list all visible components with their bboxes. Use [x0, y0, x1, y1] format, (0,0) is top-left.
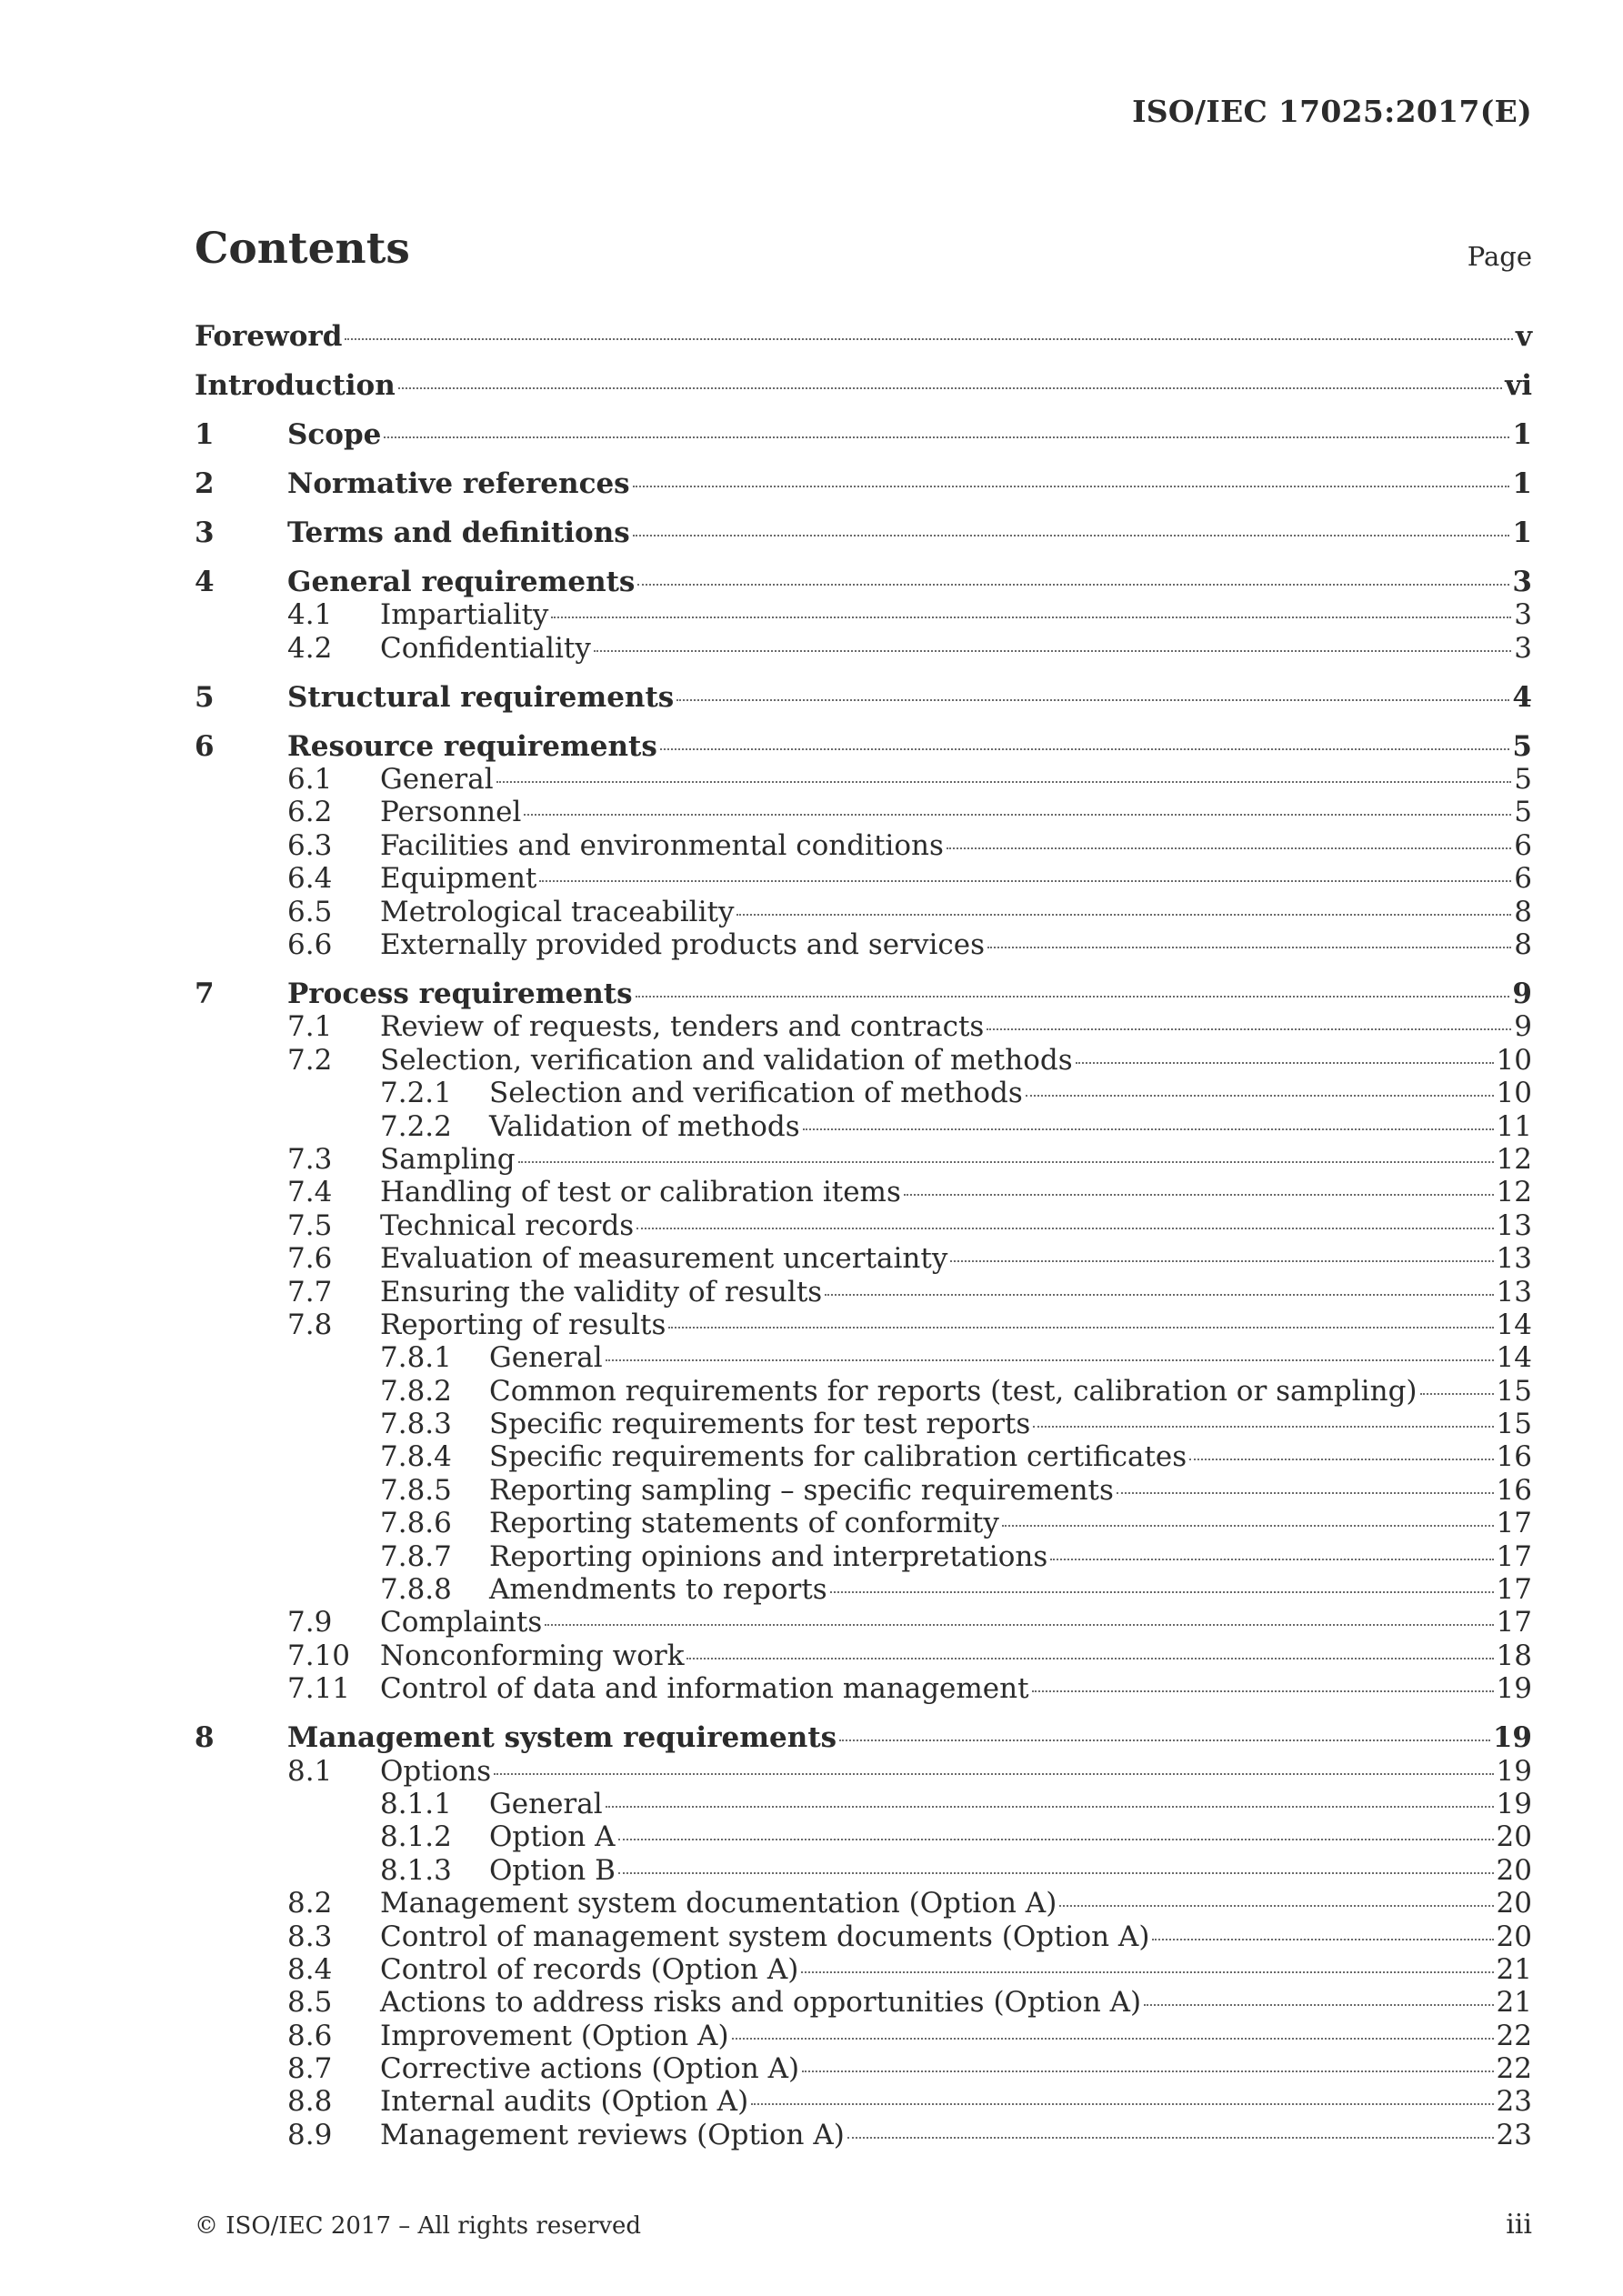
toc-entry-page: 22 [1496, 2052, 1532, 2086]
toc-entry-title: Management system requirements [287, 1721, 837, 1755]
toc-entry-title: Resource requirements [287, 729, 657, 763]
dot-leader [1189, 1459, 1493, 1460]
toc-entry-title: Nonconforming work [380, 1639, 685, 1672]
toc-entry-page: 13 [1496, 1242, 1532, 1276]
toc-entry-number: 6.3 [287, 828, 333, 862]
dot-leader [618, 1839, 1494, 1840]
toc-entry[interactable] [195, 1854, 1532, 1887]
toc-entry[interactable] [195, 1308, 1532, 1341]
dot-leader [545, 1624, 1493, 1626]
toc-entry[interactable] [195, 2119, 1532, 2151]
dot-leader [839, 1740, 1490, 1741]
dot-leader [539, 880, 1511, 882]
toc-entry-number: 4.2 [287, 631, 333, 665]
toc-entry-page: 16 [1496, 1473, 1532, 1507]
toc-entry-page: 17 [1496, 1507, 1532, 1540]
toc-entry-number: 7.8.3 [380, 1408, 452, 1441]
toc-entry-title: Reporting statements of conformity [489, 1507, 999, 1540]
dot-leader [676, 699, 1509, 701]
toc-entry-page: 6 [1514, 862, 1532, 896]
dot-leader [594, 650, 1511, 652]
toc-entry-number: 8.7 [287, 2052, 333, 2086]
toc-entry-page: 22 [1496, 2019, 1532, 2052]
toc-entry-number: 8 [195, 1721, 215, 1755]
toc-entry-title: Options [380, 1754, 492, 1788]
toc-entry-page: 16 [1496, 1440, 1532, 1474]
dot-leader [494, 1773, 1493, 1775]
dot-leader [1076, 1062, 1494, 1064]
dot-leader [1059, 1905, 1493, 1907]
toc-entry[interactable] [195, 1143, 1532, 1176]
toc-entry[interactable] [195, 369, 1532, 402]
toc-entry-number: 8.1.3 [380, 1853, 452, 1887]
dot-leader [987, 947, 1511, 948]
toc-entry-page: 3 [1514, 598, 1532, 632]
toc-entry-number: 7.2.2 [380, 1109, 452, 1143]
toc-entry-title: Selection and verification of methods [489, 1077, 1023, 1110]
dot-leader [633, 486, 1510, 487]
toc-entry-page: 1 [1512, 516, 1532, 549]
toc-entry[interactable] [195, 598, 1532, 631]
toc-entry-number: 7.8.1 [380, 1341, 452, 1375]
table-of-contents [195, 320, 1532, 2151]
dot-leader [950, 1260, 1493, 1262]
toc-entry-title: Terms and definitions [287, 516, 630, 549]
dot-leader [904, 1194, 1494, 1196]
toc-entry[interactable] [195, 1110, 1532, 1143]
dot-leader [518, 1161, 1494, 1163]
toc-entry-title: Personnel [380, 796, 522, 829]
toc-entry-title: Technical records [380, 1208, 635, 1242]
toc-entry[interactable] [195, 1341, 1532, 1374]
toc-entry-page: 20 [1496, 1920, 1532, 1953]
toc-entry-number: 7.6 [287, 1242, 333, 1276]
toc-entry[interactable] [195, 681, 1532, 714]
toc-entry-page: 5 [1512, 729, 1532, 763]
dot-leader [1033, 1426, 1493, 1428]
toc-entry-page: 14 [1496, 1308, 1532, 1341]
dot-leader [1420, 1393, 1494, 1395]
toc-entry-number: 8.9 [287, 2118, 333, 2151]
toc-entry-page: 13 [1496, 1208, 1532, 1242]
toc-entry-title: Specific requirements for test reports [489, 1408, 1031, 1441]
toc-entry-title: Normative references [287, 466, 630, 500]
toc-entry-number: 7.3 [287, 1142, 333, 1176]
dot-leader [1050, 1559, 1493, 1560]
toc-entry-title: Reporting sampling – specific requirements [489, 1473, 1114, 1507]
toc-entry-number: 7 [195, 978, 215, 1010]
toc-entry[interactable] [195, 1044, 1532, 1077]
toc-entry-page: 13 [1496, 1275, 1532, 1308]
dot-leader [633, 535, 1510, 536]
toc-entry-page: 15 [1496, 1374, 1532, 1408]
dot-leader [636, 996, 1510, 998]
toc-entry-page: 10 [1496, 1043, 1532, 1077]
dot-leader [732, 2038, 1494, 2040]
toc-entry-number: 7.2.1 [380, 1077, 452, 1110]
toc-entry-title: General [380, 763, 494, 797]
toc-entry-title: Process requirements [287, 978, 633, 1010]
toc-entry[interactable] [195, 1408, 1532, 1440]
toc-entry[interactable] [195, 796, 1532, 828]
toc-entry-title: Option A [489, 1820, 616, 1854]
toc-entry[interactable] [195, 1788, 1532, 1820]
toc-entry[interactable] [195, 829, 1532, 862]
toc-entry-title: Control of management system documents (Option A) [380, 1920, 1150, 1953]
toc-entry[interactable] [195, 928, 1532, 961]
toc-entry-title: Confidentiality [380, 631, 591, 665]
toc-entry-title: Common requirements for reports (test, calibration or sampling) [489, 1374, 1418, 1408]
toc-entry[interactable] [195, 1721, 1532, 1754]
toc-entry-title: Reporting of results [380, 1308, 666, 1341]
dot-leader [987, 1028, 1511, 1030]
toc-entry-number: 7.8.6 [380, 1507, 452, 1540]
toc-entry-page: v [1515, 320, 1532, 353]
toc-entry-page: 21 [1496, 1952, 1532, 1986]
toc-entry-number: 8.6 [287, 2019, 333, 2052]
toc-entry-number: 8.1 [287, 1754, 333, 1788]
toc-entry-title: Ensuring the validity of results [380, 1275, 823, 1308]
toc-entry-number: 6.5 [287, 895, 333, 928]
toc-entry-page: 18 [1496, 1639, 1532, 1672]
dot-leader [1144, 2004, 1493, 2006]
dot-leader [606, 1806, 1494, 1808]
toc-entry-number: 1 [195, 417, 215, 451]
toc-entry-page: 20 [1496, 1853, 1532, 1887]
toc-entry-title: Validation of methods [489, 1109, 800, 1143]
toc-entry[interactable] [195, 1242, 1532, 1275]
toc-entry-number: 6.4 [287, 862, 333, 896]
dot-leader [803, 1128, 1494, 1130]
toc-entry[interactable] [195, 763, 1532, 796]
toc-entry-page: 9 [1514, 1010, 1532, 1044]
toc-entry-title: Reporting opinions and interpretations [489, 1539, 1048, 1573]
dot-leader [736, 914, 1511, 916]
dot-leader [606, 1359, 1494, 1361]
toc-entry-number: 7.8.4 [380, 1440, 452, 1474]
toc-entry[interactable] [195, 1887, 1532, 1920]
dot-leader [496, 781, 1512, 783]
toc-entry-page: 12 [1496, 1142, 1532, 1176]
toc-entry[interactable] [195, 1639, 1532, 1672]
toc-entry-title: Amendments to reports [489, 1573, 827, 1607]
toc-entry-page: 5 [1514, 763, 1532, 797]
toc-entry-title: Introduction [195, 368, 396, 402]
toc-entry[interactable] [195, 1375, 1532, 1408]
toc-entry-number: 8.1.2 [380, 1820, 452, 1854]
toc-entry[interactable] [195, 1920, 1532, 1953]
toc-entry-number: 7.9 [287, 1606, 333, 1639]
dot-leader [1117, 1492, 1494, 1494]
toc-entry[interactable] [195, 1209, 1532, 1242]
toc-entry-page: 17 [1496, 1539, 1532, 1573]
toc-entry-page: 1 [1512, 417, 1532, 451]
dot-leader [384, 436, 1509, 438]
toc-entry-page: 11 [1496, 1109, 1532, 1143]
toc-entry-page: vi [1505, 368, 1532, 402]
toc-entry-number: 3 [195, 516, 215, 549]
toc-entry-page: 23 [1496, 2118, 1532, 2151]
toc-entry[interactable] [195, 1010, 1532, 1043]
toc-entry-number: 7.5 [287, 1208, 333, 1242]
toc-entry-number: 6.1 [287, 763, 333, 797]
toc-entry[interactable] [195, 418, 1532, 451]
toc-entry-title: Structural requirements [287, 680, 675, 714]
toc-entry[interactable] [195, 896, 1532, 928]
toc-entry-number: 6 [195, 729, 215, 763]
dot-leader [618, 1872, 1494, 1874]
toc-entry-page: 17 [1496, 1573, 1532, 1607]
dot-leader [947, 847, 1511, 849]
toc-entry-title: Metrological traceability [380, 895, 735, 928]
toc-entry-title: Complaints [380, 1606, 543, 1639]
toc-entry-number: 8.1.1 [380, 1787, 452, 1820]
toc-entry[interactable] [195, 1573, 1532, 1606]
toc-entry-title: Corrective actions (Option A) [380, 2052, 800, 2086]
toc-entry-number: 5 [195, 680, 215, 714]
toc-entry-title: Actions to address risks and opportunities (Option A) [380, 1986, 1142, 2020]
dot-leader [345, 338, 1513, 340]
toc-entry[interactable] [195, 632, 1532, 665]
toc-entry-title: Selection, verification and validation of methods [380, 1043, 1073, 1077]
toc-entry[interactable] [195, 1820, 1532, 1853]
toc-entry-page: 23 [1496, 2085, 1532, 2119]
toc-entry-number: 4 [195, 565, 215, 598]
dot-leader [660, 748, 1510, 750]
toc-entry-page: 15 [1496, 1408, 1532, 1441]
toc-entry-title: Improvement (Option A) [380, 2019, 729, 2052]
toc-entry-page: 19 [1492, 1721, 1532, 1755]
copyright-notice: © ISO/IEC 2017 – All rights reserved [195, 2212, 642, 2240]
dot-leader [801, 1971, 1493, 1973]
toc-entry-title: General [489, 1787, 603, 1820]
dot-leader [551, 617, 1511, 618]
toc-entry-page: 8 [1514, 928, 1532, 962]
dot-leader [847, 2137, 1494, 2139]
toc-entry-title: General [489, 1341, 603, 1375]
toc-entry-title: Control of data and information management [380, 1672, 1029, 1706]
dot-leader [802, 2070, 1493, 2072]
toc-entry-page: 5 [1514, 796, 1532, 829]
toc-entry[interactable] [195, 2052, 1532, 2085]
toc-entry-page: 19 [1496, 1787, 1532, 1820]
toc-entry[interactable] [195, 1755, 1532, 1788]
toc-entry-number: 2 [195, 466, 215, 500]
toc-entry-page: 14 [1496, 1341, 1532, 1375]
toc-entry-number: 6.6 [287, 928, 333, 962]
toc-entry-page: 20 [1496, 1820, 1532, 1854]
toc-entry-number: 7.4 [287, 1176, 333, 1209]
toc-entry-number: 7.8 [287, 1308, 333, 1341]
toc-entry-page: 10 [1496, 1077, 1532, 1110]
toc-entry[interactable] [195, 1672, 1532, 1705]
toc-entry-number: 7.2 [287, 1043, 333, 1077]
toc-entry-number: 8.5 [287, 1986, 333, 2020]
toc-entry-title: Management system documentation (Option A) [380, 1887, 1057, 1920]
toc-entry-number: 7.8.2 [380, 1374, 452, 1408]
toc-entry-title: Internal audits (Option A) [380, 2085, 749, 2119]
toc-entry-number: 8.2 [287, 1887, 333, 1920]
toc-entry-number: 4.1 [287, 598, 333, 632]
toc-entry-page: 17 [1496, 1606, 1532, 1639]
toc-entry-number: 7.7 [287, 1275, 333, 1308]
toc-entry-page: 6 [1514, 828, 1532, 862]
toc-entry-title: Review of requests, tenders and contracts [380, 1010, 985, 1044]
toc-entry-page: 3 [1512, 565, 1532, 598]
dot-leader [830, 1591, 1494, 1593]
toc-entry-number: 8.4 [287, 1952, 333, 1986]
toc-entry-title: Facilities and environmental conditions [380, 828, 944, 862]
toc-entry-title: Handling of test or calibration items [380, 1176, 901, 1209]
toc-entry[interactable] [195, 1440, 1532, 1473]
toc-entry[interactable] [195, 516, 1532, 549]
toc-entry[interactable] [195, 978, 1532, 1010]
toc-entry-number: 7.8.7 [380, 1539, 452, 1573]
dot-leader [1002, 1525, 1494, 1527]
page-number: iii [1506, 2209, 1532, 2241]
toc-entry[interactable] [195, 566, 1532, 598]
toc-entry[interactable] [195, 2020, 1532, 2052]
toc-entry-title: General requirements [287, 565, 636, 598]
toc-entry-title: Control of records (Option A) [380, 1952, 799, 1986]
dot-leader [825, 1294, 1493, 1296]
toc-entry-title: Management reviews (Option A) [380, 2118, 845, 2151]
toc-entry-page: 1 [1512, 466, 1532, 500]
toc-entry[interactable] [195, 467, 1532, 500]
toc-entry[interactable] [195, 1474, 1532, 1507]
dot-leader [398, 387, 1502, 389]
toc-entry[interactable] [195, 1507, 1532, 1539]
standard-identifier: ISO/IEC 17025:2017(E) [1132, 94, 1532, 129]
toc-entry[interactable] [195, 2085, 1532, 2118]
dot-leader [637, 584, 1509, 586]
toc-entry-number: 7.1 [287, 1010, 333, 1044]
toc-entry-title: Option B [489, 1853, 616, 1887]
dot-leader [751, 2103, 1493, 2105]
contents-title: Contents [195, 224, 410, 274]
toc-entry[interactable] [195, 1540, 1532, 1573]
dot-leader [686, 1658, 1493, 1659]
page-column-label: Page [1467, 241, 1532, 272]
toc-entry[interactable] [195, 1176, 1532, 1208]
toc-entry-number: 7.8.5 [380, 1473, 452, 1507]
toc-entry-page: 9 [1512, 978, 1532, 1010]
toc-entry[interactable] [195, 320, 1532, 353]
toc-entry[interactable] [195, 1276, 1532, 1308]
toc-entry-number: 7.8.8 [380, 1573, 452, 1607]
toc-entry-number: 8.8 [287, 2085, 333, 2119]
toc-entry-title: Foreword [195, 320, 343, 353]
toc-entry-title: Equipment [380, 862, 537, 896]
toc-entry-title: Evaluation of measurement uncertainty [380, 1242, 948, 1276]
toc-entry-number: 8.3 [287, 1920, 333, 1953]
toc-entry-title: Sampling [380, 1142, 516, 1176]
toc-entry-page: 19 [1496, 1754, 1532, 1788]
toc-entry[interactable] [195, 1986, 1532, 2019]
toc-entry-page: 20 [1496, 1887, 1532, 1920]
dot-leader [1152, 1939, 1493, 1940]
toc-entry-page: 12 [1496, 1176, 1532, 1209]
toc-entry-title: Specific requirements for calibration certificates [489, 1440, 1187, 1474]
toc-entry-title: Externally provided products and services [380, 928, 986, 962]
toc-entry-page: 4 [1512, 680, 1532, 714]
toc-entry-title: Scope [287, 417, 382, 451]
toc-entry-number: 6.2 [287, 796, 333, 829]
dot-leader [668, 1327, 1493, 1328]
toc-entry-page: 21 [1496, 1986, 1532, 2020]
toc-entry-number: 7.10 [287, 1639, 351, 1672]
dot-leader [1026, 1095, 1494, 1097]
toc-entry[interactable] [195, 730, 1532, 763]
toc-entry[interactable] [195, 1606, 1532, 1639]
toc-entry-page: 8 [1514, 895, 1532, 928]
dot-leader [524, 814, 1511, 816]
toc-entry[interactable] [195, 862, 1532, 895]
toc-entry-number: 7.11 [287, 1672, 351, 1706]
toc-entry-page: 3 [1514, 631, 1532, 665]
dot-leader [1032, 1690, 1494, 1692]
toc-entry[interactable] [195, 1077, 1532, 1109]
toc-entry-page: 19 [1496, 1672, 1532, 1706]
dot-leader [636, 1228, 1493, 1229]
toc-entry[interactable] [195, 1953, 1532, 1986]
toc-entry-title: Impartiality [380, 598, 549, 632]
